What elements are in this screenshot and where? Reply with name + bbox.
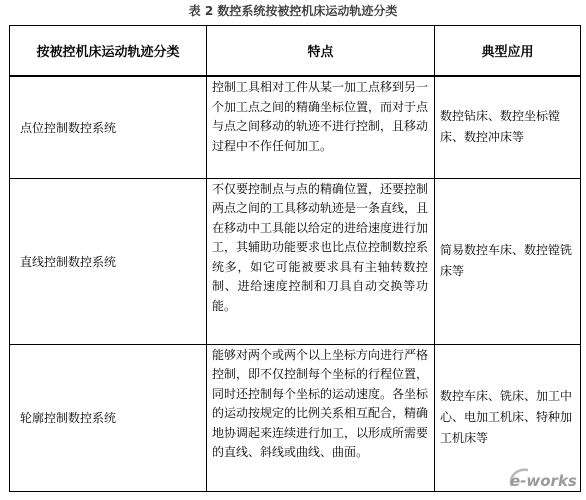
header-feature: 特点 [207, 26, 435, 77]
row-application: 数控车床、铣床、加工中心、电加工机床、特种加工机床等 [435, 344, 581, 491]
row-application: 数控钻床、数控坐标镗床、数控冲床等 [435, 76, 581, 178]
classification-table [9, 25, 581, 492]
table-row [10, 344, 581, 491]
table-caption: 表 2 数控系统按被控机床运动轨迹分类 [188, 4, 398, 18]
row-feature: 能够对两个或两个以上坐标方向进行严格控制，即不仅控制每个坐标的行程位置，同时还控制每个坐标的运动速度。各坐标的运动按规定的比例关系相互配合，精确地协调起来连续进行加工，以形成所需要的直线、斜线或曲线、曲面。 [207, 344, 435, 491]
table-header-row [10, 26, 581, 77]
logo-text: e-works [510, 472, 577, 490]
row-category: 直线控制数控系统 [10, 178, 207, 344]
row-category: 轮廓控制数控系统 [10, 344, 207, 491]
table-row [10, 76, 581, 178]
header-category: 按被控机床运动轨迹分类 [10, 26, 207, 77]
row-feature: 不仅要控制点与点的精确位置，还要控制两点之间的工具移动轨迹是一条直线，且在移动中工具能以给定的进给速度进行加工，其辅助功能要求也比点位控制数控系统多，如它可能被要求具有主轴转数控制、进给速度控制和刀具自动交换等功能。 [207, 178, 435, 344]
table-row [10, 178, 581, 344]
header-application: 典型应用 [435, 26, 581, 77]
row-application: 简易数控车床、数控镗铣床等 [435, 178, 581, 344]
e-works-logo [506, 464, 580, 494]
row-feature: 控制工具相对工件从某一加工点移到另一个加工点之间的精确坐标位置，而对于点与点之间移动的轨迹不进行控制，且移动过程中不作任何加工。 [207, 76, 435, 178]
row-category: 点位控制数控系统 [10, 76, 207, 178]
